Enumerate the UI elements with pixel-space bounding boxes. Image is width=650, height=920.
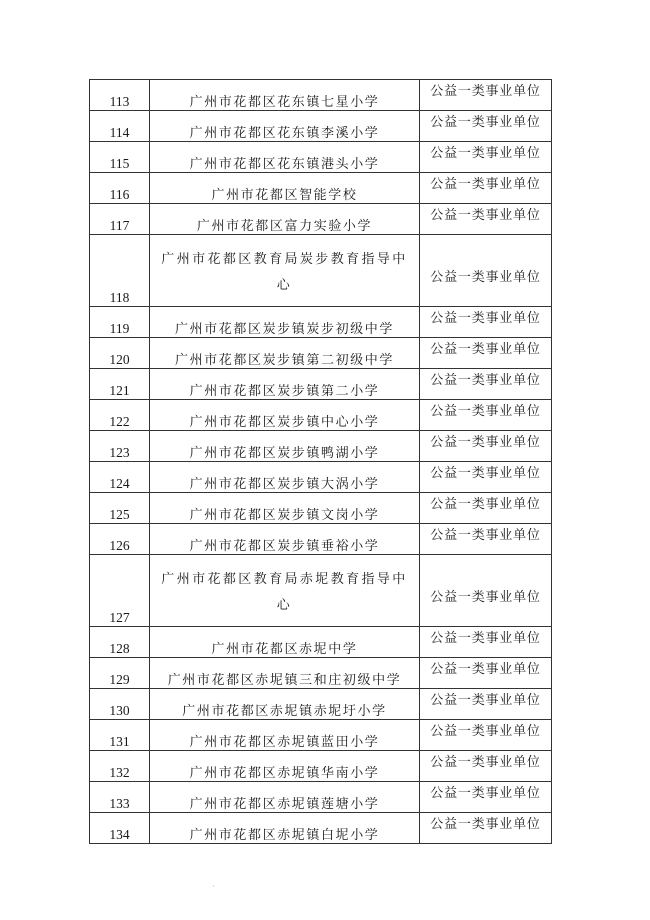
table-row (90, 751, 552, 782)
row-number: 122 (90, 400, 150, 431)
unit-type: 公益一类事业单位 (420, 111, 552, 142)
row-number: 124 (90, 462, 150, 493)
unit-type: 公益一类事业单位 (420, 338, 552, 369)
unit-name: 广州市花都区赤坭中学 (150, 627, 420, 658)
unit-name: 广州市花都区花东镇李溪小学 (150, 111, 420, 142)
unit-type: 公益一类事业单位 (420, 307, 552, 338)
unit-type: 公益一类事业单位 (420, 173, 552, 204)
row-number: 115 (90, 142, 150, 173)
row-number: 123 (90, 431, 150, 462)
unit-type: 公益一类事业单位 (420, 782, 552, 813)
table-row (90, 431, 552, 462)
table-row (90, 80, 552, 111)
unit-type: 公益一类事业单位 (420, 524, 552, 555)
unit-name: 广州市花都区炭步镇第二小学 (150, 369, 420, 400)
row-number: 120 (90, 338, 150, 369)
table-row (90, 338, 552, 369)
unit-name: 广州市花都区炭步镇第二初级中学 (150, 338, 420, 369)
table-row (90, 627, 552, 658)
unit-name: 广州市花都区炭步镇鸭湖小学 (150, 431, 420, 462)
row-number: 118 (90, 235, 150, 307)
unit-type: 公益一类事业单位 (420, 431, 552, 462)
unit-name: 广州市花都区花东镇七星小学 (150, 80, 420, 111)
unit-type: 公益一类事业单位 (420, 555, 552, 627)
unit-type: 公益一类事业单位 (420, 813, 552, 844)
row-number: 117 (90, 204, 150, 235)
table-row (90, 204, 552, 235)
unit-type: 公益一类事业单位 (420, 80, 552, 111)
unit-type: 公益一类事业单位 (420, 462, 552, 493)
row-number: 116 (90, 173, 150, 204)
row-number: 133 (90, 782, 150, 813)
unit-type: 公益一类事业单位 (420, 142, 552, 173)
unit-type: 公益一类事业单位 (420, 658, 552, 689)
unit-name: 广州市花都区花东镇港头小学 (150, 142, 420, 173)
table-row (90, 658, 552, 689)
unit-name: 广州市花都区赤坭镇蓝田小学 (150, 720, 420, 751)
unit-name: 广州市花都区赤坭镇赤坭圩小学 (150, 689, 420, 720)
unit-type: 公益一类事业单位 (420, 493, 552, 524)
table-row (90, 555, 552, 627)
unit-type: 公益一类事业单位 (420, 204, 552, 235)
row-number: 130 (90, 689, 150, 720)
row-number: 134 (90, 813, 150, 844)
table-row (90, 462, 552, 493)
unit-name: 广州市花都区炭步镇垂裕小学 (150, 524, 420, 555)
table-row (90, 235, 552, 307)
unit-type: 公益一类事业单位 (420, 369, 552, 400)
table-row (90, 493, 552, 524)
table-row (90, 720, 552, 751)
unit-name: 广州市花都区炭步镇炭步初级中学 (150, 307, 420, 338)
row-number: 114 (90, 111, 150, 142)
table-body (90, 80, 552, 844)
unit-type: 公益一类事业单位 (420, 751, 552, 782)
unit-name: 广州市花都区炭步镇文岗小学 (150, 493, 420, 524)
unit-name: 广州市花都区炭步镇中心小学 (150, 400, 420, 431)
public-institution-table (89, 79, 552, 844)
unit-name: 广州市花都区赤坭镇莲塘小学 (150, 782, 420, 813)
row-number: 127 (90, 555, 150, 627)
unit-type: 公益一类事业单位 (420, 235, 552, 307)
unit-name: 广州市花都区教育局赤坭教育指导中心 (150, 555, 420, 627)
unit-name: 广州市花都区富力实验小学 (150, 204, 420, 235)
unit-name: 广州市花都区赤坭镇白坭小学 (150, 813, 420, 844)
table-row (90, 369, 552, 400)
unit-type: 公益一类事业单位 (420, 627, 552, 658)
row-number: 113 (90, 80, 150, 111)
table-row (90, 173, 552, 204)
table-row (90, 524, 552, 555)
row-number: 128 (90, 627, 150, 658)
unit-name: 广州市花都区赤坭镇三和庄初级中学 (150, 658, 420, 689)
table-row (90, 782, 552, 813)
table-row (90, 689, 552, 720)
row-number: 129 (90, 658, 150, 689)
unit-type: 公益一类事业单位 (420, 720, 552, 751)
table-row (90, 142, 552, 173)
unit-type: 公益一类事业单位 (420, 689, 552, 720)
table-row (90, 307, 552, 338)
row-number: 125 (90, 493, 150, 524)
table-row (90, 111, 552, 142)
unit-name: 广州市花都区教育局炭步教育指导中心 (150, 235, 420, 307)
unit-name: 广州市花都区炭步镇大涡小学 (150, 462, 420, 493)
unit-name: 广州市花都区智能学校 (150, 173, 420, 204)
table-row (90, 813, 552, 844)
row-number: 131 (90, 720, 150, 751)
table-row (90, 400, 552, 431)
row-number: 132 (90, 751, 150, 782)
row-number: 121 (90, 369, 150, 400)
row-number: 126 (90, 524, 150, 555)
unit-type: 公益一类事业单位 (420, 400, 552, 431)
scan-dot-mark: · (212, 882, 215, 891)
row-number: 119 (90, 307, 150, 338)
unit-name: 广州市花都区赤坭镇华南小学 (150, 751, 420, 782)
